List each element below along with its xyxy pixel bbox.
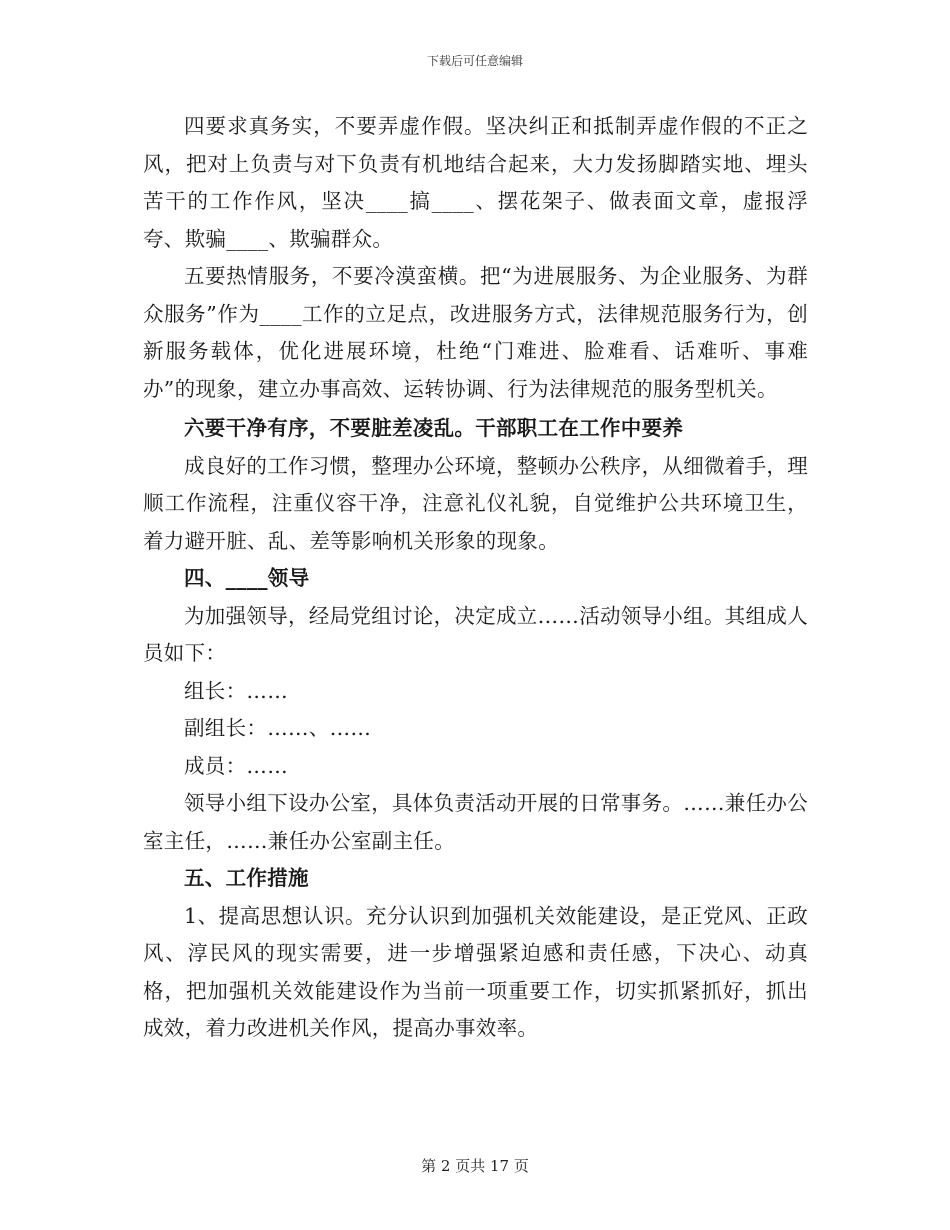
page-header: 下载后可任意编辑 (426, 54, 523, 68)
paragraph-raise-awareness: 1、提高思想认识。充分认识到加强机关效能建设，是正党风、正政风、淳民风的现实需要，进一步增强紧迫感和责任感，下决心、动真格，把加强机关效能建设作为当前一项重要工作，切实抓紧抓好，抓出成效，着力改进机关作风，提高办事效率。 (143, 903, 808, 1040)
paragraph-office: 领导小组下设办公室，具体负责活动开展的日常事务。……兼任办公室主任，……兼任办公室副主任。 (143, 791, 808, 853)
paragraph-seek-truth: 四要求真务实，不要弄虚作假。坚决纠正和抵制弄虚作假的不正之风，把对上负责与对下负责有机地结合起来，大力发扬脚踏实地、埋头苦干的工作作风，坚决____搞____、摆花架子、做表面文章，虚报浮夸、欺骗____、欺骗群众。 (143, 114, 808, 251)
paragraph-members: 成员：…… (184, 753, 288, 778)
section-heading-leadership: 四、____领导 (184, 566, 310, 590)
paragraph-warm-service: 五要热情服务，不要冷漠蛮横。把“为进展服务、为企业服务、为群众服务”作为____工作的立足点，改进服务方式，法律规范服务行为，创新服务载体，优化进展环境，杜绝“门难进、脸难看、话难听、事难办”的现象，建立办事高效、运转协调、行为法律规范的服务型机关。 (143, 264, 808, 401)
page-number: 第 2 页共 17 页 (421, 1157, 529, 1175)
document-body (143, 108, 808, 1048)
paragraph-deputy-leader: 副组长：……、…… (184, 716, 372, 740)
paragraph-good-habits: 成良好的工作习惯，整理办公环境，整顿办公秩序，从细微着手，理顺工作流程，注重仪容干净，注意礼仪礼貌，自觉维护公共环境卫生，着力避开脏、乱、差等影响机关形象的现象。 (143, 453, 808, 553)
paragraph-leadership-group: 为加强领导，经局党组讨论，决定成立……活动领导小组。其组成人员如下： (143, 603, 808, 665)
paragraph-clean-orderly-heading: 六要干净有序，不要脏差凌乱。干部职工在工作中要养 (184, 416, 684, 440)
paragraph-group-leader: 组长：…… (184, 678, 288, 703)
section-heading-measures: 五、工作措施 (184, 866, 309, 890)
